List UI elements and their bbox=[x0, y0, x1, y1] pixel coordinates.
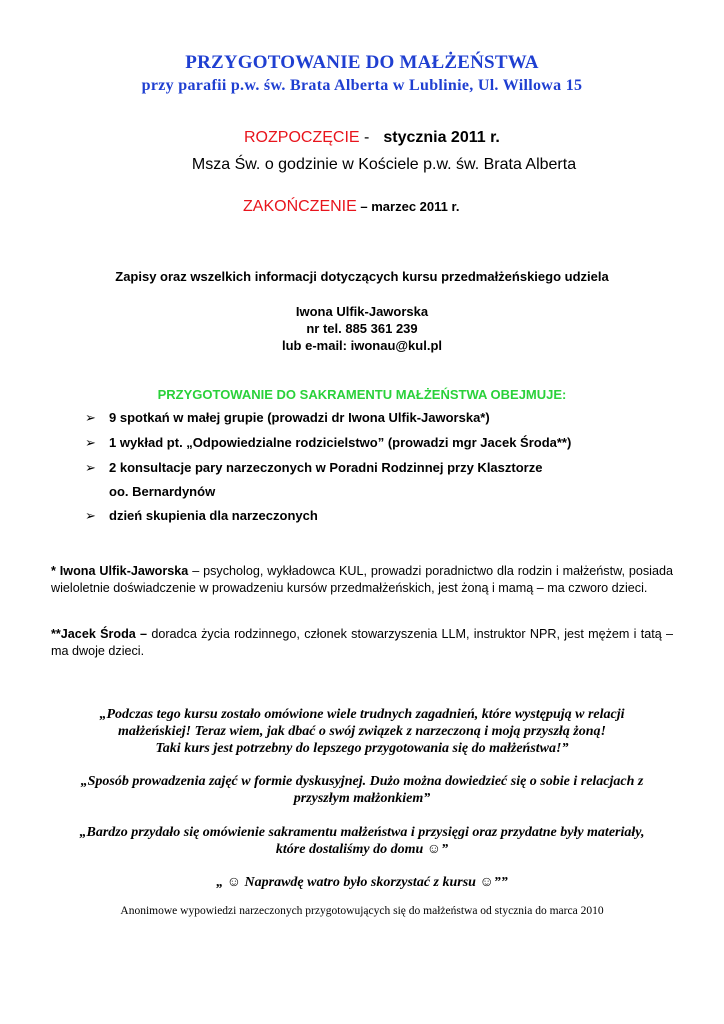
testimonial-line: „Sposób prowadzenia zajęć w formie dyskusyjnej. Dużo można dowiedzieć się o sobie i relacjach z bbox=[80, 774, 644, 789]
program-heading: PRZYGOTOWANIE DO SAKRAMENTU MAŁŻEŃSTWA OBEJMUJE: bbox=[157, 387, 567, 402]
page-title: PRZYGOTOWANIE DO MAŁŻEŃSTWA bbox=[185, 52, 539, 73]
testimonial-line: Taki kurs jest potrzebny do lepszego przygotowania się do małżeństwa!” bbox=[155, 741, 569, 756]
testimonial-line: „ ☺ Naprawdę watro było skorzystać z kursu ☺”” bbox=[216, 875, 508, 890]
arrow-bullet-icon: ➢ bbox=[85, 435, 96, 450]
start-label: ROZPOCZĘCIE bbox=[244, 129, 360, 146]
end-label: ZAKOŃCZENIE bbox=[243, 198, 357, 215]
footnote-ulfik bbox=[51, 563, 673, 597]
start-separator: - bbox=[359, 129, 370, 146]
program-item-continuation: oo. Bernardynów bbox=[109, 484, 216, 499]
contact-email: lub e-mail: iwonau@kul.pl bbox=[281, 338, 443, 353]
program-item-text: 2 konsultacje pary narzeczonych w Poradni Rodzinnej przy Klasztorze bbox=[109, 460, 543, 475]
testimonial-line: które dostaliśmy do domu ☺” bbox=[275, 842, 449, 857]
program-item bbox=[85, 410, 490, 426]
testimonial-line: małżeńskiej! Teraz wiem, jak dbać o swój związek z narzeczoną i moją przyszłą żoną! bbox=[118, 724, 606, 739]
testimonial-line: „Podczas tego kursu zostało omówione wiele trudnych zagadnień, które występują w relacji bbox=[99, 707, 625, 722]
testimonial bbox=[0, 773, 724, 807]
arrow-bullet-icon: ➢ bbox=[85, 410, 96, 425]
start-date: stycznia 2011 r. bbox=[383, 129, 500, 146]
testimonial-line: przyszłym małżonkiem” bbox=[293, 791, 431, 806]
footnote-sroda bbox=[51, 626, 673, 660]
arrow-bullet-icon: ➢ bbox=[85, 508, 96, 523]
testimonial bbox=[0, 824, 724, 858]
contact-name: Iwona Ulfik-Jaworska bbox=[295, 304, 429, 319]
footnote-name: * Iwona Ulfik-Jaworska bbox=[51, 564, 189, 578]
program-item-text: dzień skupienia dla narzeczonych bbox=[109, 508, 318, 523]
page-subtitle: przy parafii p.w. św. Brata Alberta w Lublinie, Ul. Willowa 15 bbox=[141, 77, 583, 94]
contact-phone: nr tel. 885 361 239 bbox=[306, 321, 418, 336]
testimonial-line: „Bardzo przydało się omówienie sakramentu małżeństwa i przysięgi oraz przydatne były materiały, bbox=[79, 825, 645, 840]
start-info bbox=[244, 129, 500, 147]
program-item-text: 9 spotkań w małej grupie (prowadzi dr Iwona Ulfik-Jaworska*) bbox=[109, 410, 490, 425]
program-item bbox=[85, 508, 318, 524]
testimonials-caption: Anonimowe wypowiedzi narzeczonych przygotowujących się do małżeństwa od stycznia do marca 2010 bbox=[120, 905, 604, 917]
program-item bbox=[85, 460, 542, 476]
end-date: – marzec 2011 r. bbox=[356, 199, 460, 214]
footnote-text: – psycholog, wykładowca KUL, prowadzi poradnictwo dla rodzin i małżeństw, posiada wieloletnie doświadczenie w prowadzeniu kursów przedmałżeńskich, jest żoną i mamą – ma czworo dzieci. bbox=[51, 564, 673, 595]
mass-info: Msza Św. o godzinie w Kościele p.w. św. Brata Alberta bbox=[191, 156, 577, 173]
testimonial bbox=[0, 706, 724, 757]
registration-info: Zapisy oraz wszelkich informacji dotyczących kursu przedmałżeńskiego udziela bbox=[115, 269, 609, 284]
testimonial bbox=[0, 874, 724, 891]
program-item-text: 1 wykład pt. „Odpowiedzialne rodzicielstwo” (prowadzi mgr Jacek Środa**) bbox=[109, 435, 572, 450]
footnote-name: **Jacek Środa – bbox=[51, 627, 148, 641]
end-info bbox=[243, 198, 459, 216]
footnote-text: doradca życia rodzinnego, członek stowarzyszenia LLM, instruktor NPR, jest mężem i tatą – ma dwoje dzieci. bbox=[51, 627, 674, 658]
program-item bbox=[85, 435, 571, 451]
arrow-bullet-icon: ➢ bbox=[85, 460, 96, 475]
